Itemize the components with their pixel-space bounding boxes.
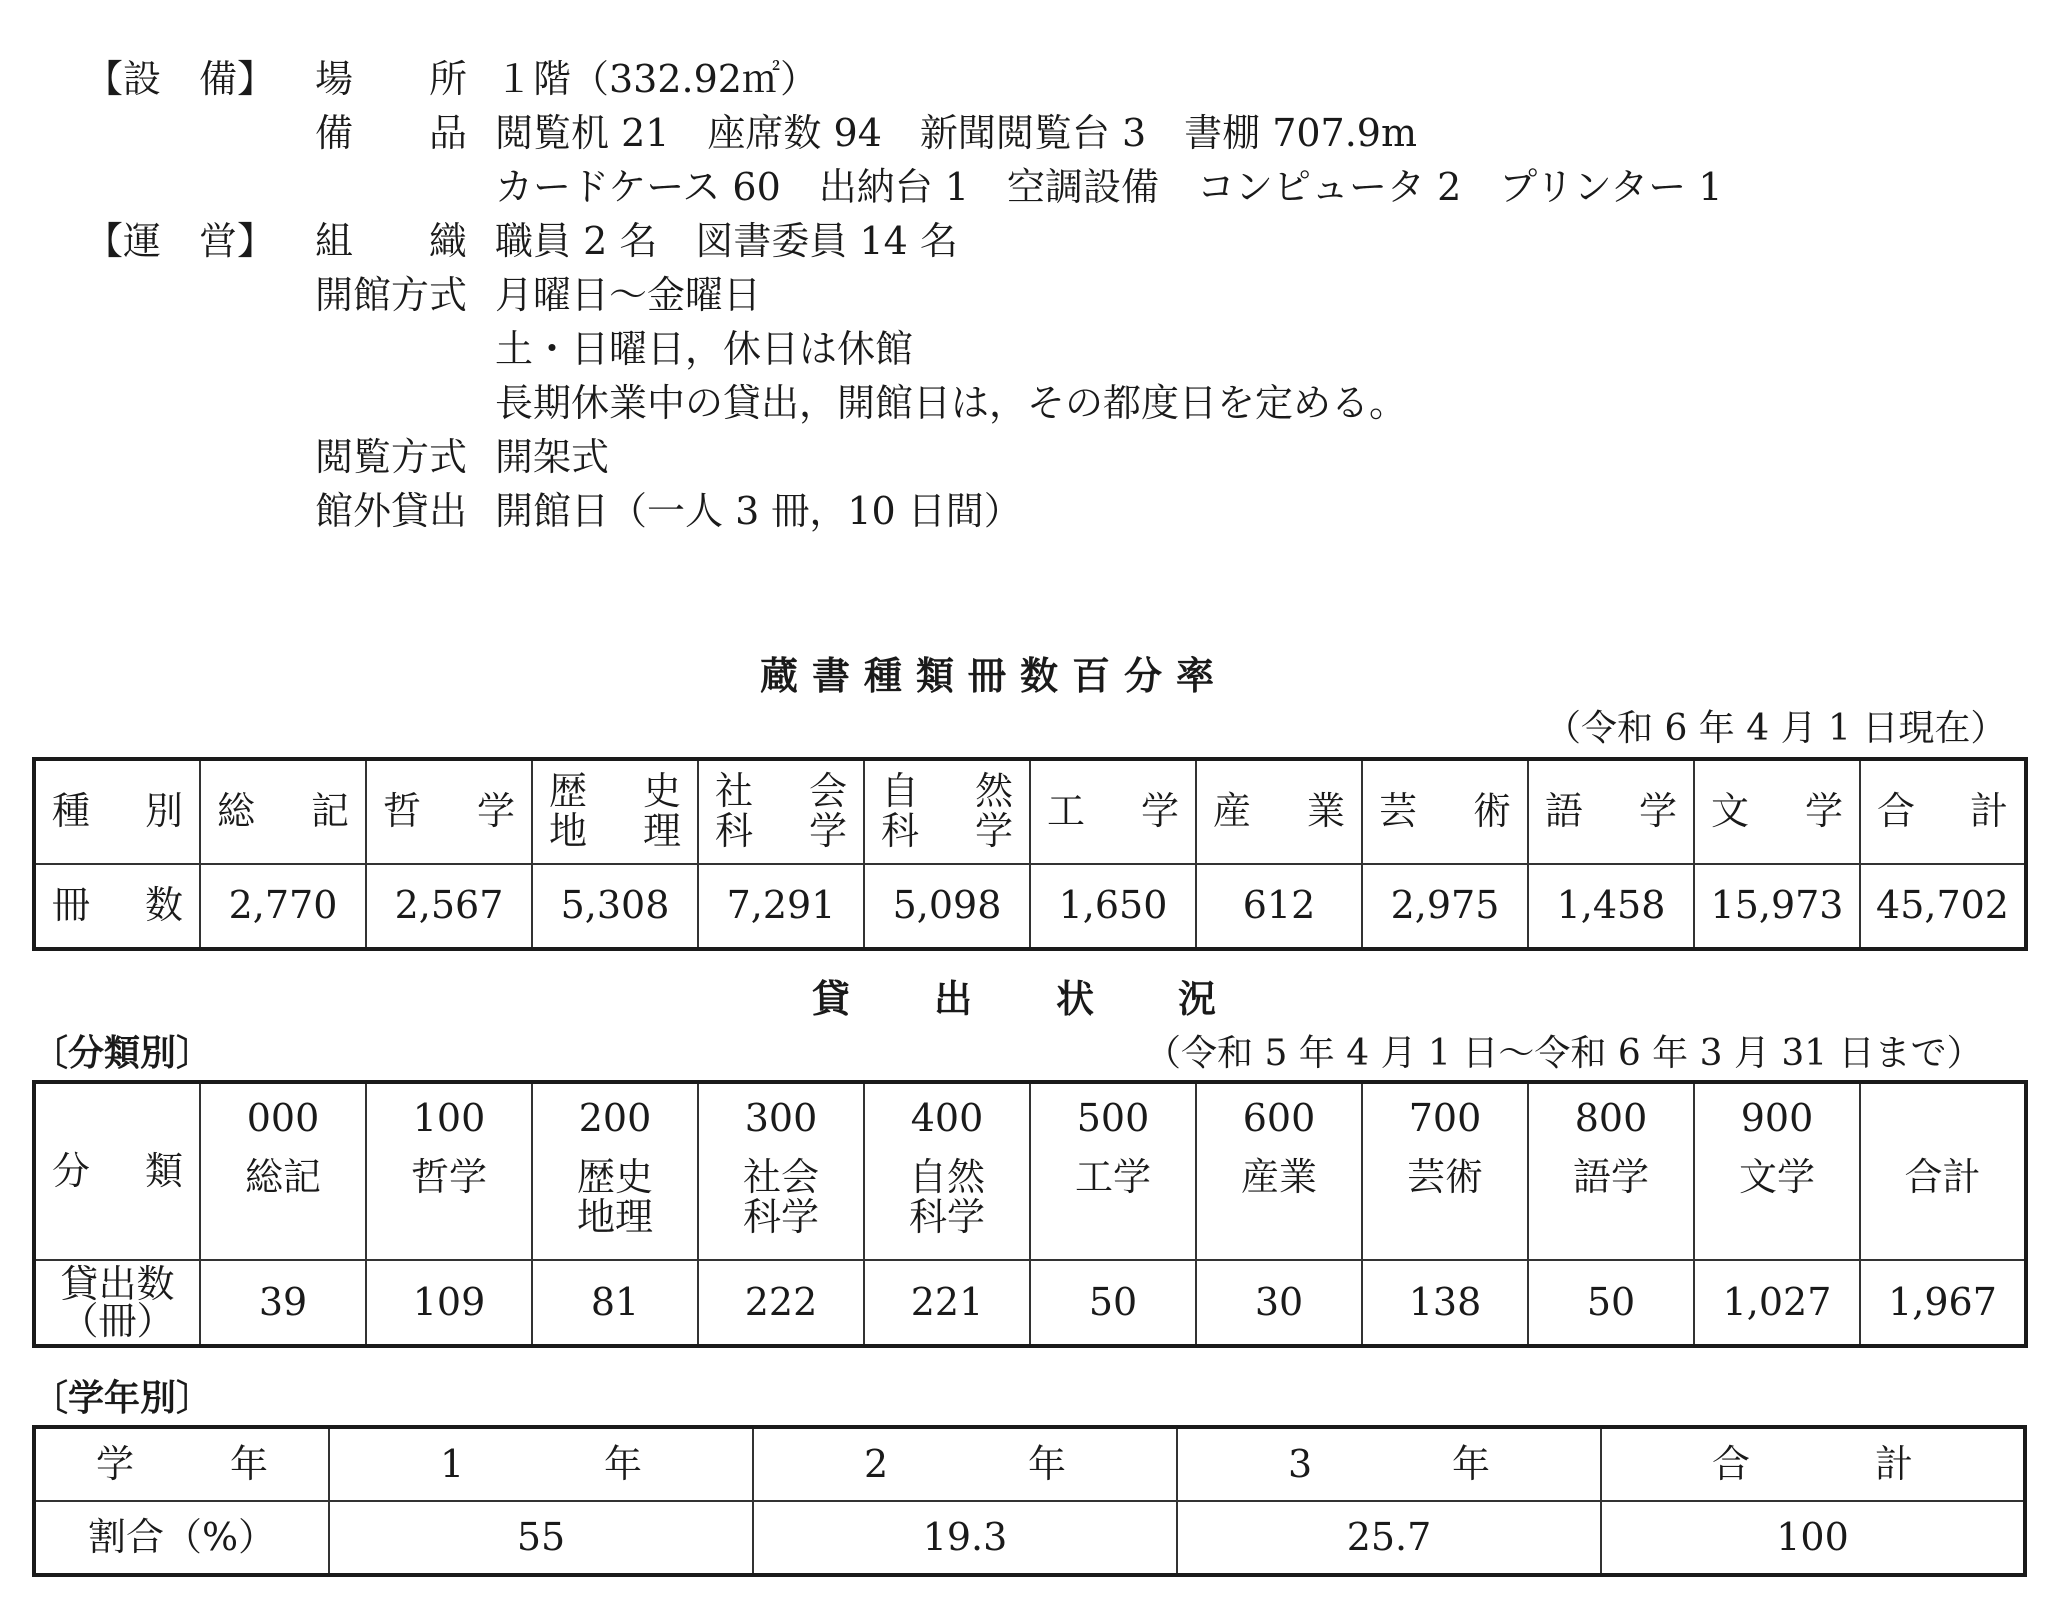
opening-line-2: 土・日曜日，休日は休館 <box>495 327 914 371</box>
class-cell: 500 工学 <box>1030 1082 1196 1260</box>
count-cell: 15,973 <box>1694 864 1860 949</box>
collection-row-label: 冊 数 <box>34 864 200 949</box>
loan-period: （令和 5 年 4 月 1 日～令和 6 年 3 月 31 日まで） <box>1145 1033 1983 1074</box>
count-cell: 5,308 <box>532 864 698 949</box>
lending-value: 開館日（一人 3 冊，10 日間） <box>495 489 1022 533</box>
fixtures-line-1: 閲覧机 21 座席数 94 新聞閲覧台 3 書棚 707.9m <box>495 111 1418 155</box>
class-cell: 600 産業 <box>1196 1082 1362 1260</box>
category-cell: 合 計 <box>1860 759 2026 864</box>
opening-label: 開館方式 <box>315 273 468 317</box>
loan-count-cell: 50 <box>1030 1260 1196 1346</box>
category-cell: 自 然 科 学 <box>864 759 1030 864</box>
info-block <box>85 52 1985 552</box>
category-cell: 歴 史 地 理 <box>532 759 698 864</box>
class-cell: 700 芸術 <box>1362 1082 1528 1260</box>
grade-cell: 合 計 <box>1601 1427 2025 1501</box>
ratio-cell: 19.3 <box>753 1501 1177 1575</box>
by-class-label: 〔分類別〕 <box>32 1032 213 1074</box>
collection-count-row <box>34 864 2026 949</box>
grade-cell: 2 年 <box>753 1427 1177 1501</box>
lending-label: 館外貸出 <box>315 489 468 533</box>
category-cell: 哲 学 <box>366 759 532 864</box>
count-cell: 1,650 <box>1030 864 1196 949</box>
org-label: 組 織 <box>315 219 468 263</box>
category-cell: 社 会 科 学 <box>698 759 864 864</box>
collection-as-of: （令和 6 年 4 月 1 日現在） <box>1545 708 2007 749</box>
ratio-cell: 100 <box>1601 1501 2025 1575</box>
count-cell: 2,975 <box>1362 864 1528 949</box>
grade-header-label: 学 年 <box>34 1427 329 1501</box>
collection-header-row <box>34 759 2026 864</box>
class-header-row <box>34 1082 2026 1260</box>
browsing-label: 閲覧方式 <box>315 435 468 479</box>
count-cell: 45,702 <box>1860 864 2026 949</box>
category-cell: 文 学 <box>1694 759 1860 864</box>
category-cell: 産 業 <box>1196 759 1362 864</box>
grade-header-row <box>34 1427 2025 1501</box>
collection-title: 蔵書種類冊数百分率 <box>760 653 1229 698</box>
loan-count-cell: 39 <box>200 1260 366 1346</box>
ratio-cell: 25.7 <box>1177 1501 1601 1575</box>
class-cell: 300 社会 科学 <box>698 1082 864 1260</box>
collection-header-label: 種 別 <box>34 759 200 864</box>
loans-grade-table <box>32 1425 2027 1577</box>
grade-cell: 1 年 <box>329 1427 753 1501</box>
count-cell: 612 <box>1196 864 1362 949</box>
by-grade-label: 〔学年別〕 <box>32 1377 213 1419</box>
loan-count-cell: 50 <box>1528 1260 1694 1346</box>
loan-count-cell: 30 <box>1196 1260 1362 1346</box>
equipment-section-label: 【設 備】 <box>85 57 276 101</box>
location-label: 場 所 <box>315 57 468 101</box>
opening-line-1: 月曜日～金曜日 <box>495 273 762 317</box>
loan-count-cell: 1,027 <box>1694 1260 1860 1346</box>
class-header-label: 分 類 <box>34 1082 200 1260</box>
class-cell: 000 総記 <box>200 1082 366 1260</box>
operation-section-label: 【運 営】 <box>85 219 276 263</box>
opening-line-3: 長期休業中の貸出，開館日は，その都度日を定める。 <box>495 381 1408 425</box>
loan-count-row <box>34 1260 2026 1346</box>
loan-count-cell: 221 <box>864 1260 1030 1346</box>
loan-count-cell: 81 <box>532 1260 698 1346</box>
count-cell: 5,098 <box>864 864 1030 949</box>
fixtures-line-2: カードケース 60 出納台 1 空調設備 コンピュータ 2 プリンター 1 <box>495 165 1723 209</box>
loan-row-label: 貸出数 （冊） <box>34 1260 200 1346</box>
org-value: 職員 2 名 図書委員 14 名 <box>495 219 958 263</box>
class-cell: 200 歴史 地理 <box>532 1082 698 1260</box>
fixtures-label: 備 品 <box>315 111 468 155</box>
loans-class-table <box>32 1080 2028 1348</box>
loan-count-cell: 1,967 <box>1860 1260 2026 1346</box>
loans-title: 貸 出 状 況 <box>812 976 1217 1021</box>
grade-cell: 3 年 <box>1177 1427 1601 1501</box>
loan-count-cell: 222 <box>698 1260 864 1346</box>
loan-count-cell: 109 <box>366 1260 532 1346</box>
category-cell: 芸 術 <box>1362 759 1528 864</box>
location-value: １階（332.92㎡） <box>495 57 818 101</box>
collection-table <box>32 757 2028 951</box>
ratio-cell: 55 <box>329 1501 753 1575</box>
grade-ratio-row <box>34 1501 2025 1575</box>
class-cell: 800 語学 <box>1528 1082 1694 1260</box>
browsing-value: 開架式 <box>495 435 610 479</box>
loan-count-cell: 138 <box>1362 1260 1528 1346</box>
count-cell: 1,458 <box>1528 864 1694 949</box>
class-cell: 100 哲学 <box>366 1082 532 1260</box>
category-cell: 総 記 <box>200 759 366 864</box>
class-cell: 400 自然 科学 <box>864 1082 1030 1260</box>
class-cell: 900 文学 <box>1694 1082 1860 1260</box>
class-cell: 合計 <box>1860 1082 2026 1260</box>
ratio-label: 割合（%） <box>34 1501 329 1575</box>
count-cell: 2,770 <box>200 864 366 949</box>
category-cell: 工 学 <box>1030 759 1196 864</box>
count-cell: 7,291 <box>698 864 864 949</box>
count-cell: 2,567 <box>366 864 532 949</box>
category-cell: 語 学 <box>1528 759 1694 864</box>
